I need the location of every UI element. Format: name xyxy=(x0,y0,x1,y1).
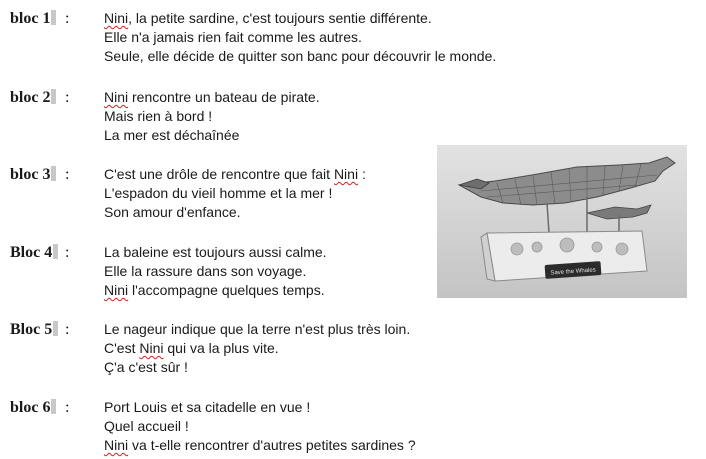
block-lines xyxy=(104,88,320,145)
block-label-text: Bloc 4 xyxy=(10,244,53,261)
block-label-text: bloc 1 xyxy=(10,10,51,27)
plaque-label: Save the Whales xyxy=(550,267,596,277)
line-text: L'espadon du vieil homme et la mer ! xyxy=(104,185,333,201)
field-shading-mark xyxy=(51,399,56,414)
block-label-text: bloc 3 xyxy=(10,166,51,183)
field-shading-mark xyxy=(51,166,56,181)
text-line xyxy=(104,339,410,358)
block-lines xyxy=(104,9,496,66)
text-line xyxy=(104,28,496,47)
block-label xyxy=(10,9,56,28)
block-colon: : xyxy=(65,321,70,338)
text-line xyxy=(104,165,366,184)
line-text: : xyxy=(358,166,366,182)
line-text: Elle n'a jamais rien fait comme les autres. xyxy=(104,29,362,45)
block-lines xyxy=(104,165,366,222)
block-lines xyxy=(104,398,416,455)
block-label xyxy=(10,165,56,184)
whale-automaton-photo xyxy=(437,145,687,298)
line-text: Elle la rassure dans son voyage. xyxy=(104,263,307,279)
block-label-text: bloc 6 xyxy=(10,399,51,416)
block-colon: : xyxy=(65,399,70,416)
text-line xyxy=(104,88,320,107)
line-text: Port Louis et sa citadelle en vue ! xyxy=(104,399,311,415)
spellcheck-word: Nini xyxy=(139,340,164,356)
field-shading-mark xyxy=(51,89,56,104)
line-text: , la petite sardine, c'est toujours sentie différente. xyxy=(128,10,432,26)
line-text: rencontre un bateau de pirate. xyxy=(128,89,320,105)
text-line xyxy=(104,107,320,126)
text-line xyxy=(104,184,366,203)
block-label-text: Bloc 5 xyxy=(10,321,53,338)
text-line xyxy=(104,436,416,455)
spellcheck-word: Nini xyxy=(104,437,129,453)
text-line xyxy=(104,203,366,222)
line-text: l'accompagne quelques temps. xyxy=(128,282,325,298)
block-label xyxy=(10,398,56,417)
text-line xyxy=(104,398,416,417)
spellcheck-word: Nini xyxy=(104,10,129,26)
line-text: Quel accueil ! xyxy=(104,418,189,434)
line-text: La mer est déchaînée xyxy=(104,127,240,143)
text-line xyxy=(104,9,496,28)
text-line xyxy=(104,358,410,377)
line-text: Le nageur indique que la terre n'est plus très loin. xyxy=(104,321,411,337)
line-text: va t-elle rencontrer d'autres petites sardines ? xyxy=(128,437,416,453)
text-line xyxy=(104,262,327,281)
block-lines xyxy=(104,320,410,377)
spellcheck-word: Nini xyxy=(104,282,129,298)
field-shading-mark xyxy=(51,10,56,25)
spellcheck-word: Nini xyxy=(333,166,359,182)
text-line xyxy=(104,47,496,66)
block-colon: : xyxy=(65,89,70,106)
block-label xyxy=(10,243,58,262)
line-text: La baleine est toujours aussi calme. xyxy=(104,244,327,260)
text-line xyxy=(104,320,410,339)
text-line xyxy=(104,417,416,436)
line-text: Seule, elle décide de quitter son banc pour découvrir le monde. xyxy=(104,48,497,64)
line-text: C'est une drôle de rencontre que fait xyxy=(104,166,334,182)
block-label xyxy=(10,320,58,339)
line-text: C'est xyxy=(104,340,140,356)
text-line xyxy=(104,126,320,145)
field-shading-mark xyxy=(53,321,58,336)
line-text: Ç'a c'est sûr ! xyxy=(104,359,188,375)
block-colon: : xyxy=(65,166,70,183)
line-text: Son amour d'enfance. xyxy=(104,204,241,220)
line-text: Mais rien à bord ! xyxy=(104,108,213,124)
block-colon: : xyxy=(65,10,70,27)
text-line xyxy=(104,281,327,300)
line-text: qui va la plus vite. xyxy=(163,340,279,356)
block-label xyxy=(10,88,56,107)
block-label-text: bloc 2 xyxy=(10,89,51,106)
block-colon: : xyxy=(65,244,70,261)
spellcheck-word: Nini xyxy=(104,89,129,105)
block-lines xyxy=(104,243,327,300)
whale-sculpture-image xyxy=(437,145,687,298)
text-line xyxy=(104,243,327,262)
field-shading-mark xyxy=(53,244,58,259)
